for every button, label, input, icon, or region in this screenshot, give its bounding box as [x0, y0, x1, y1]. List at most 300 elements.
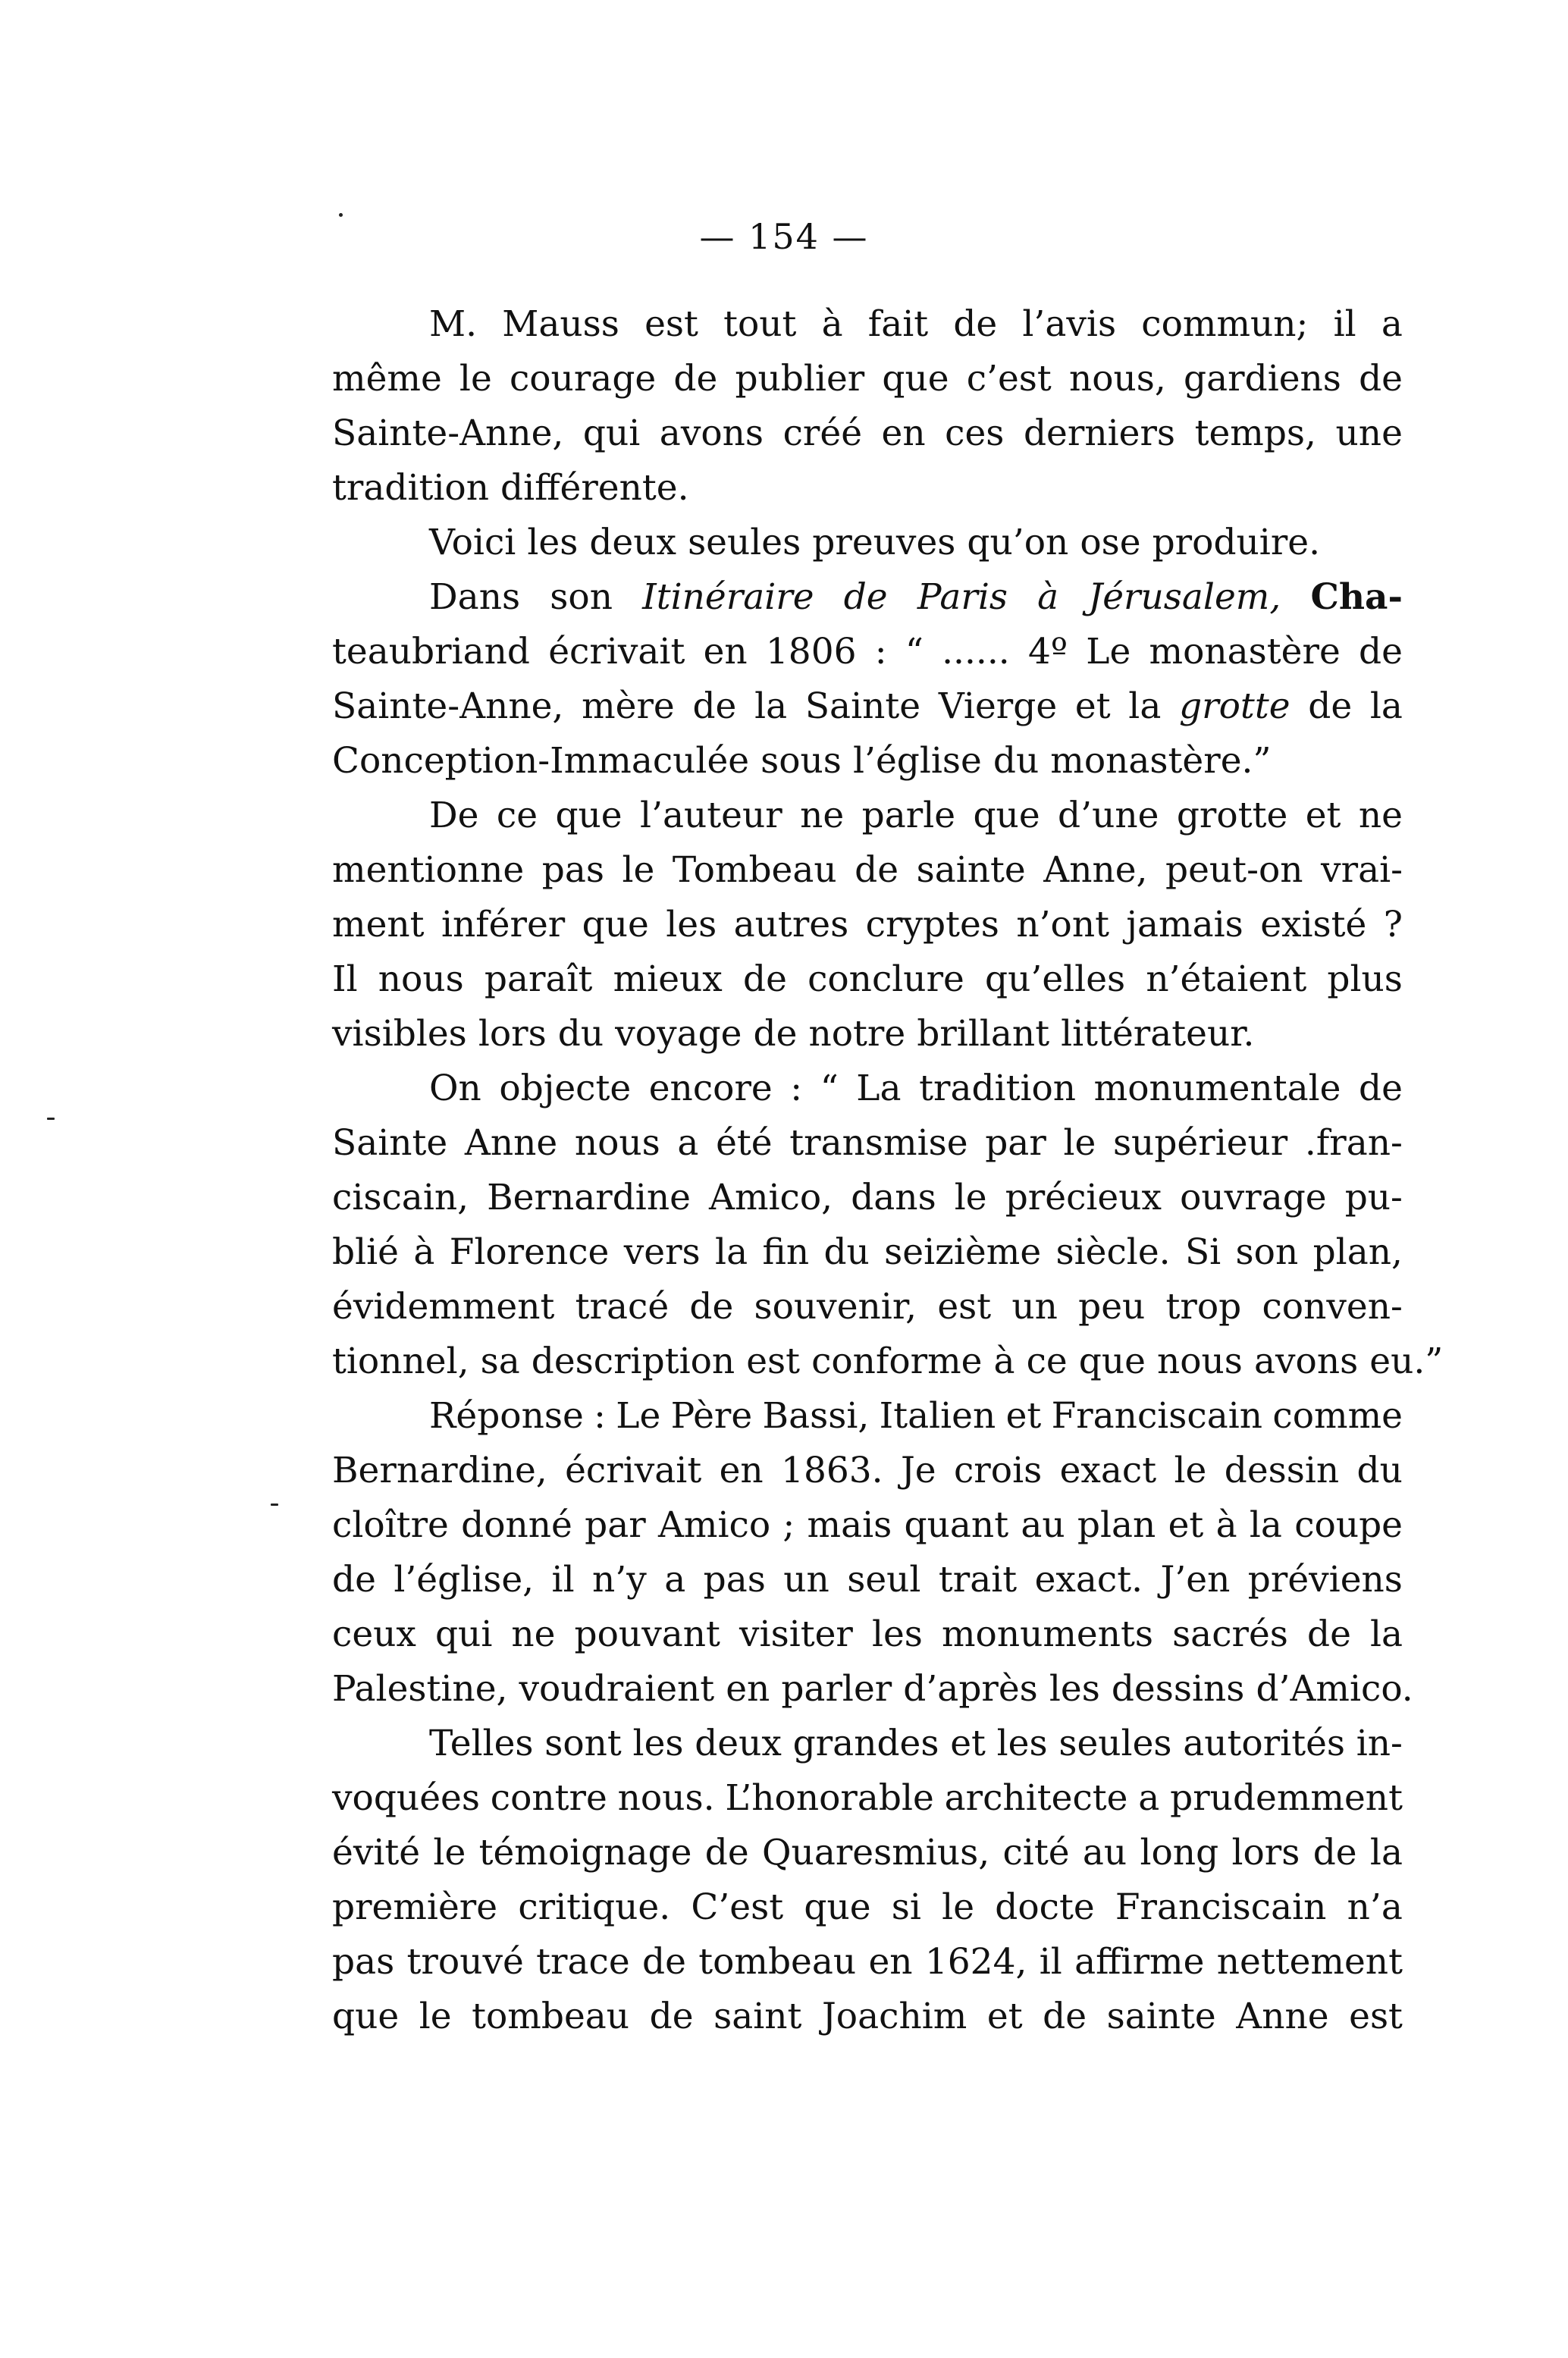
word: évidemment: [332, 1286, 555, 1328]
word: le: [622, 849, 655, 891]
word: Réponse: [429, 1395, 584, 1437]
word: mère: [582, 685, 675, 727]
word: saint: [713, 1996, 802, 2037]
word: de: [689, 1286, 734, 1328]
word: et: [986, 1996, 1023, 2037]
text-line: [332, 898, 1403, 952]
word: la: [754, 685, 788, 727]
word: parler: [781, 1668, 892, 1710]
word: en: [703, 631, 748, 673]
word: seizième: [884, 1231, 1042, 1273]
word: été: [716, 1122, 773, 1164]
word: si: [891, 1886, 921, 1928]
word: qui: [582, 412, 641, 454]
word: tombeau: [472, 1996, 630, 2037]
word: autres: [733, 904, 849, 945]
word: de: [673, 358, 718, 400]
word: critique.: [518, 1886, 671, 1928]
word: .fran-: [1304, 1122, 1403, 1164]
word: Le: [1086, 631, 1131, 673]
word: au: [1082, 1832, 1127, 1874]
word: à: [1215, 1504, 1237, 1546]
word: dessin: [1224, 1450, 1340, 1491]
word: a: [1381, 303, 1403, 345]
word: Vierge: [938, 685, 1058, 727]
word: contre: [490, 1777, 607, 1819]
word: le: [459, 358, 492, 400]
word: la: [1128, 685, 1162, 727]
word: nous: [378, 958, 464, 1000]
text-line: [332, 352, 1403, 406]
word: par: [985, 1122, 1046, 1164]
word: de: [1306, 1613, 1351, 1655]
word: d’Amico.: [1256, 1668, 1413, 1710]
word: cryptes: [865, 904, 999, 945]
word: seules: [688, 522, 801, 563]
word: par: [585, 1504, 646, 1546]
word: Florence: [449, 1231, 610, 1273]
text-line: [332, 843, 1403, 898]
word: produire.: [1152, 522, 1321, 563]
text-line: [332, 1444, 1403, 1498]
word: monastère.”: [1050, 740, 1272, 782]
word: il: [551, 1559, 575, 1601]
word: le: [1174, 1450, 1207, 1491]
word: Franciscain: [1051, 1395, 1263, 1437]
word: visibles: [332, 1013, 467, 1055]
word: son: [1235, 1231, 1299, 1273]
word: est: [1349, 1996, 1403, 2037]
word: ne: [800, 795, 845, 836]
word: Père: [670, 1395, 753, 1437]
word: Dans: [429, 576, 521, 618]
text-line: [332, 1389, 1403, 1444]
word: le: [942, 1886, 975, 1928]
word: tradition: [919, 1068, 1077, 1109]
word: les: [632, 1723, 684, 1764]
text-line: [332, 734, 1403, 789]
word: 1806: [765, 631, 857, 673]
word: tradition: [332, 467, 489, 509]
word: siècle.: [1055, 1231, 1171, 1273]
word: tout: [723, 303, 797, 345]
word: exact: [1059, 1450, 1157, 1491]
word: grotte: [1176, 795, 1288, 836]
word: mais: [807, 1504, 892, 1546]
word: il: [1039, 1941, 1062, 1983]
word: ment: [332, 904, 425, 945]
word: plan: [1077, 1504, 1156, 1546]
word: docte: [995, 1886, 1095, 1928]
word: le: [954, 1177, 987, 1218]
word: de: [332, 1559, 376, 1601]
word: a: [1138, 1777, 1160, 1819]
word: derniers: [1023, 412, 1176, 454]
word: tionnel,: [332, 1340, 469, 1382]
body-text: [332, 297, 1444, 2044]
word: architecte: [944, 1777, 1128, 1819]
word: Quaresmius,: [762, 1832, 990, 1874]
text-line: [332, 1061, 1403, 1116]
word: monumentale: [1093, 1068, 1341, 1109]
word: les: [1049, 1668, 1100, 1710]
word: “: [905, 631, 924, 673]
text-line: [332, 516, 1403, 570]
text-line: [332, 406, 1403, 461]
word: vrai-: [1321, 849, 1403, 891]
word: du: [1356, 1450, 1403, 1491]
word: :: [594, 1395, 606, 1437]
word: prudemment: [1170, 1777, 1403, 1819]
word: sont: [544, 1723, 622, 1764]
word: Conception-Immaculée: [332, 740, 750, 782]
word: est: [937, 1286, 992, 1328]
text-line: [332, 1116, 1403, 1171]
word: encore: [648, 1068, 773, 1109]
word: monastère: [1149, 631, 1341, 673]
word: Sainte: [332, 1122, 448, 1164]
word: à: [1037, 576, 1059, 618]
word: Voici: [429, 522, 516, 563]
word: “: [820, 1068, 839, 1109]
word: La: [856, 1068, 902, 1109]
print-speck: [271, 1504, 278, 1506]
word: de: [1312, 1832, 1357, 1874]
word: gardiens: [1184, 358, 1341, 400]
word: de: [1359, 358, 1403, 400]
word: Joachim: [821, 1996, 967, 2037]
word: Sainte-Anne,: [332, 412, 564, 454]
word: eu.”: [1369, 1340, 1444, 1382]
word: en: [726, 1668, 770, 1710]
word: sainte: [1106, 1996, 1216, 2037]
word: ?: [1383, 904, 1403, 945]
word: Sainte-Anne,: [332, 685, 564, 727]
word: n’ont: [1016, 904, 1109, 945]
word: le: [433, 1832, 466, 1874]
text-line: [332, 1171, 1403, 1225]
word: la: [1249, 1504, 1282, 1546]
word: commun;: [1141, 303, 1309, 345]
word: quant: [904, 1504, 1009, 1546]
word: temps,: [1194, 412, 1316, 454]
word: sous: [760, 740, 842, 782]
word: Amico,: [709, 1177, 833, 1218]
text-line: [332, 1717, 1403, 1771]
word: nous,: [1068, 358, 1166, 400]
word: coupe: [1294, 1504, 1403, 1546]
word: plus: [1327, 958, 1403, 1000]
word: Amico: [657, 1504, 771, 1546]
text-line: [332, 1935, 1403, 1990]
word: ;: [782, 1504, 795, 1546]
word: que: [582, 904, 649, 945]
word: 4º: [1027, 631, 1068, 673]
word: plan,: [1312, 1231, 1403, 1273]
word: de: [692, 685, 737, 727]
text-line: [332, 1280, 1403, 1334]
word: trouvé: [406, 1941, 524, 1983]
text-line: [332, 297, 1403, 352]
word: nettement: [1216, 1941, 1403, 1983]
word: nous: [574, 1122, 660, 1164]
word: de: [641, 1941, 686, 1983]
word: Cha-: [1310, 576, 1403, 618]
word: lors: [478, 1013, 547, 1055]
word: deux: [589, 522, 677, 563]
word: nous: [1156, 1340, 1243, 1382]
word: Jérusalem,: [1088, 576, 1281, 618]
word: n’a: [1347, 1886, 1403, 1928]
word: cité: [1002, 1832, 1070, 1874]
word: Bassi,: [762, 1395, 870, 1437]
word: est: [644, 303, 698, 345]
word: monuments: [941, 1613, 1154, 1655]
word: grandes: [792, 1723, 939, 1764]
word: inférer: [441, 904, 566, 945]
word: teaubriand: [332, 631, 530, 673]
word: sa: [480, 1340, 520, 1382]
word: comme: [1272, 1395, 1403, 1437]
text-line: [332, 461, 1403, 516]
word: la: [1369, 685, 1403, 727]
text-line: [332, 1225, 1403, 1280]
word: Il: [332, 958, 358, 1000]
word: mieux: [613, 958, 723, 1000]
word: de: [1359, 631, 1403, 673]
word: On: [429, 1068, 481, 1109]
text-line: [332, 679, 1403, 734]
word: Bernardine: [487, 1177, 691, 1218]
word: cloître: [332, 1504, 449, 1546]
word: seul: [847, 1559, 921, 1601]
word: de: [855, 849, 899, 891]
word: vers: [623, 1231, 701, 1273]
word: écrivait: [565, 1450, 702, 1491]
word: ne: [1358, 795, 1403, 836]
word: nous.: [617, 1777, 715, 1819]
word: les: [527, 522, 579, 563]
word: notre: [808, 1013, 906, 1055]
word: De: [429, 795, 479, 836]
word: Anne: [1236, 1996, 1329, 2037]
word: peut-on: [1165, 849, 1303, 891]
word: à: [993, 1340, 1015, 1382]
word: voudraient: [519, 1668, 715, 1710]
word: pas: [703, 1559, 766, 1601]
word: ne: [511, 1613, 556, 1655]
word: que: [332, 1996, 400, 2037]
word: in-: [1356, 1723, 1403, 1764]
word: les: [996, 1723, 1048, 1764]
word: sainte: [916, 849, 1026, 891]
word: Mauss: [502, 303, 619, 345]
word: jamais: [1126, 904, 1243, 945]
word: donné: [461, 1504, 572, 1546]
word: fin: [762, 1231, 810, 1273]
word: avons: [659, 412, 764, 454]
word: en: [719, 1450, 764, 1491]
text-line: [332, 625, 1403, 679]
word: souvenir,: [754, 1286, 917, 1328]
word: et: [1305, 795, 1341, 836]
word: paraît: [484, 958, 593, 1000]
word: Si: [1184, 1231, 1221, 1273]
word: témoignage: [478, 1832, 692, 1874]
text-line: [332, 1498, 1403, 1553]
word: n’étaient: [1146, 958, 1307, 1000]
word: différente.: [500, 467, 689, 509]
word: :: [874, 631, 887, 673]
word: une: [1335, 412, 1403, 454]
word: les: [871, 1613, 923, 1655]
word: courage: [509, 358, 657, 400]
text-line: [332, 1880, 1403, 1935]
text-line: [332, 789, 1403, 843]
word: ciscain,: [332, 1177, 469, 1218]
word: au: [1021, 1504, 1065, 1546]
word: Telles: [429, 1723, 534, 1764]
word: a: [664, 1559, 686, 1601]
print-speck: [339, 213, 343, 217]
text-line: [332, 1990, 1403, 2044]
word: de: [649, 1996, 694, 2037]
word: et: [1074, 685, 1111, 727]
word: l’avis: [1022, 303, 1117, 345]
word: de: [1043, 1996, 1087, 2037]
word: la: [715, 1231, 748, 1273]
word: qu’on: [967, 522, 1069, 563]
text-line: [332, 1334, 1444, 1389]
word: en: [881, 412, 926, 454]
word: deux: [695, 1723, 782, 1764]
word: un: [1011, 1286, 1058, 1328]
word: il: [1333, 303, 1356, 345]
word: Bernardine,: [332, 1450, 547, 1491]
word: exact.: [1034, 1559, 1143, 1601]
word: trait: [938, 1559, 1018, 1601]
word: que: [882, 358, 949, 400]
word: voquées: [332, 1777, 480, 1819]
word: C’est: [691, 1886, 784, 1928]
word: que: [804, 1886, 871, 1928]
word: tracé: [575, 1286, 670, 1328]
word: le: [1063, 1122, 1096, 1164]
word: même: [332, 358, 442, 400]
word: dans: [851, 1177, 936, 1218]
word: blié: [332, 1231, 399, 1273]
word: de: [1359, 1068, 1403, 1109]
word: préviens: [1247, 1559, 1403, 1601]
word: conclure: [808, 958, 964, 1000]
word: ouvrage: [1180, 1177, 1327, 1218]
text-line: [332, 1826, 1403, 1880]
word: Palestine,: [332, 1668, 508, 1710]
word: pouvant: [574, 1613, 720, 1655]
word: publier: [735, 358, 865, 400]
word: Anne,: [1043, 849, 1148, 891]
word: de: [742, 958, 787, 1000]
word: voyage: [615, 1013, 742, 1055]
word: parle: [861, 795, 956, 836]
word: créé: [782, 412, 863, 454]
word: description: [531, 1340, 735, 1382]
word: Sainte: [804, 685, 921, 727]
word: conven-: [1262, 1286, 1403, 1328]
word: de: [704, 1832, 749, 1874]
word: Franciscain: [1115, 1886, 1327, 1928]
word: peu: [1078, 1286, 1146, 1328]
word: que: [973, 795, 1040, 836]
word: Anne: [464, 1122, 558, 1164]
word: première: [332, 1886, 498, 1928]
word: et: [950, 1723, 986, 1764]
word: sacrés: [1172, 1613, 1288, 1655]
word: que: [1078, 1340, 1146, 1382]
word: avons: [1253, 1340, 1359, 1382]
text-line: [332, 570, 1403, 625]
word: Paris: [917, 576, 1008, 618]
word: seules: [1058, 1723, 1172, 1764]
word: ces: [945, 412, 1005, 454]
word: 1624,: [924, 1941, 1027, 1983]
word: transmise: [789, 1122, 968, 1164]
word: brillant: [917, 1013, 1050, 1055]
word: pas: [541, 849, 604, 891]
word: conforme: [811, 1340, 983, 1382]
word: les: [666, 904, 717, 945]
word: Italien: [879, 1395, 996, 1437]
word: de: [753, 1013, 798, 1055]
word: visiter: [739, 1613, 853, 1655]
text-line: [332, 1771, 1403, 1826]
word: du: [557, 1013, 604, 1055]
word: grotte: [1179, 685, 1290, 727]
word: l’auteur: [640, 795, 782, 836]
word: son: [550, 576, 613, 618]
text-line: [332, 1007, 1403, 1061]
word: est: [746, 1340, 801, 1382]
word: ceux: [332, 1613, 416, 1655]
word: M.: [429, 303, 478, 345]
page-number: — 154 —: [699, 216, 869, 257]
word: ......: [942, 631, 1010, 673]
word: supérieur: [1112, 1122, 1288, 1164]
word: du: [993, 740, 1040, 782]
word: littérateur.: [1061, 1013, 1255, 1055]
word: Tombeau: [672, 849, 837, 891]
word: en: [868, 1941, 913, 1983]
word: n’y: [592, 1559, 647, 1601]
word: objecte: [499, 1068, 632, 1109]
word: le: [419, 1996, 452, 2037]
word: lors: [1231, 1832, 1300, 1874]
word: ose: [1080, 522, 1141, 563]
text-line: [332, 1662, 1413, 1717]
word: trace: [536, 1941, 630, 1983]
word: la: [1369, 1613, 1403, 1655]
word: trop: [1165, 1286, 1242, 1328]
word: de: [953, 303, 998, 345]
word: d’après: [903, 1668, 1038, 1710]
word: pas: [332, 1941, 395, 1983]
word: de: [1308, 685, 1353, 727]
word: qui: [434, 1613, 493, 1655]
word: à: [413, 1231, 435, 1273]
word: crois: [953, 1450, 1043, 1491]
word: précieux: [1005, 1177, 1162, 1218]
word: un: [783, 1559, 829, 1601]
